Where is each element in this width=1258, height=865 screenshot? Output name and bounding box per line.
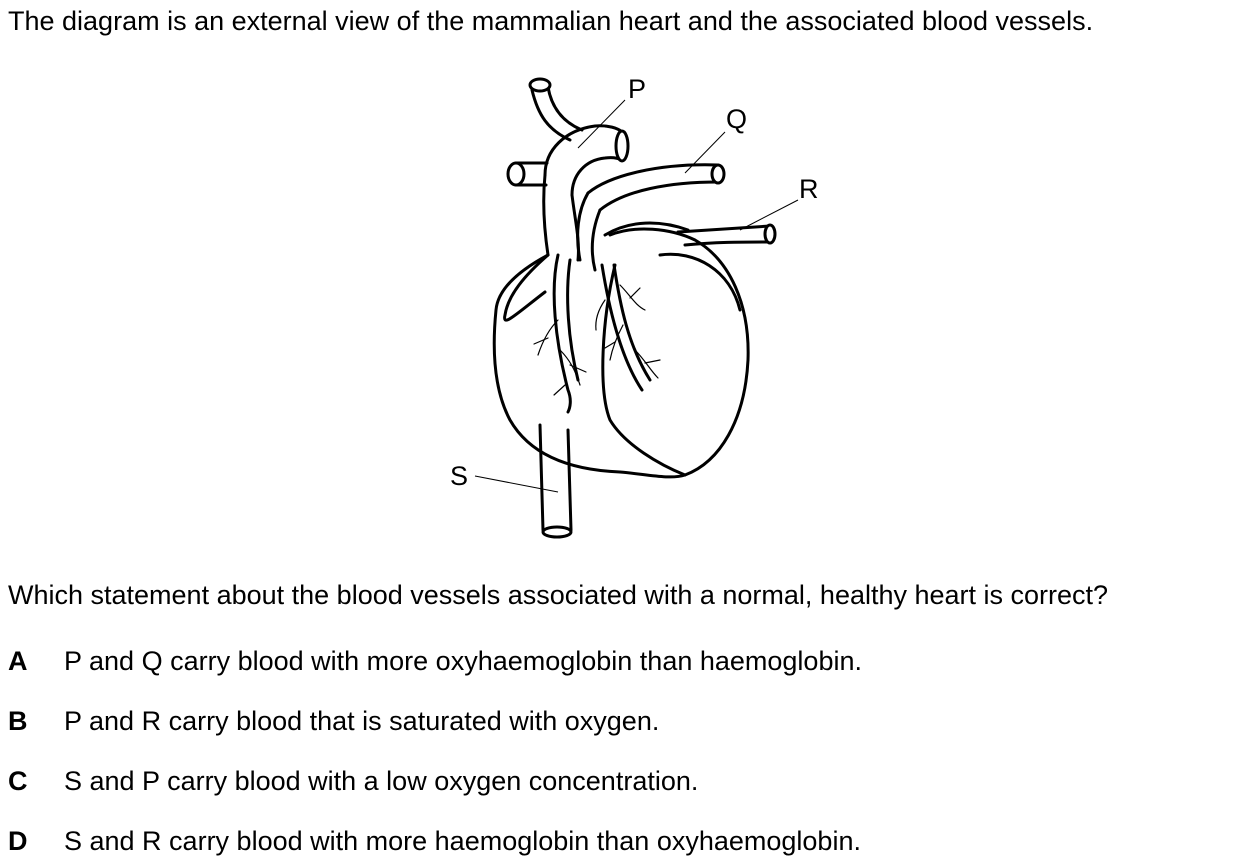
- inferior-vena-cava: [540, 425, 571, 537]
- option-a-text: P and Q carry blood with more oxyhaemoglobin than haemoglobin.: [64, 646, 862, 676]
- option-a-letter: A: [8, 646, 28, 676]
- option-d-text: S and R carry blood with more haemoglobin than oxyhaemoglobin.: [64, 826, 861, 856]
- label-r: R: [799, 174, 819, 204]
- option-a[interactable]: [8, 644, 862, 678]
- label-s-leader: [475, 476, 558, 492]
- label-s: S: [450, 461, 469, 491]
- pulmonary-vein: [605, 223, 775, 245]
- option-c[interactable]: [8, 764, 698, 798]
- heart-diagram-svg: [430, 60, 830, 550]
- pulmonary-artery: [578, 165, 724, 270]
- label-p: P: [628, 74, 647, 104]
- left-ventricle-edge: [660, 254, 740, 310]
- option-b-letter: B: [8, 706, 28, 736]
- intro-text: The diagram is an external view of the mammalian heart and the associated blood vessels.: [8, 6, 1094, 36]
- option-c-letter: C: [8, 766, 28, 796]
- option-d[interactable]: [8, 824, 861, 858]
- heart-diagram: [430, 60, 830, 550]
- option-c-text: S and P carry blood with a low oxygen concentration.: [64, 766, 699, 796]
- option-b[interactable]: [8, 704, 659, 738]
- option-b-text: P and R carry blood that is saturated with oxygen.: [64, 706, 660, 736]
- aorta: [544, 126, 628, 260]
- question-text: Which statement about the blood vessels associated with a normal, healthy heart is correct?: [8, 580, 1109, 610]
- right-atrium-edge: [505, 255, 548, 320]
- brachiocephalic-branch: [508, 163, 547, 185]
- option-d-letter: D: [8, 826, 28, 856]
- label-q: Q: [726, 104, 748, 134]
